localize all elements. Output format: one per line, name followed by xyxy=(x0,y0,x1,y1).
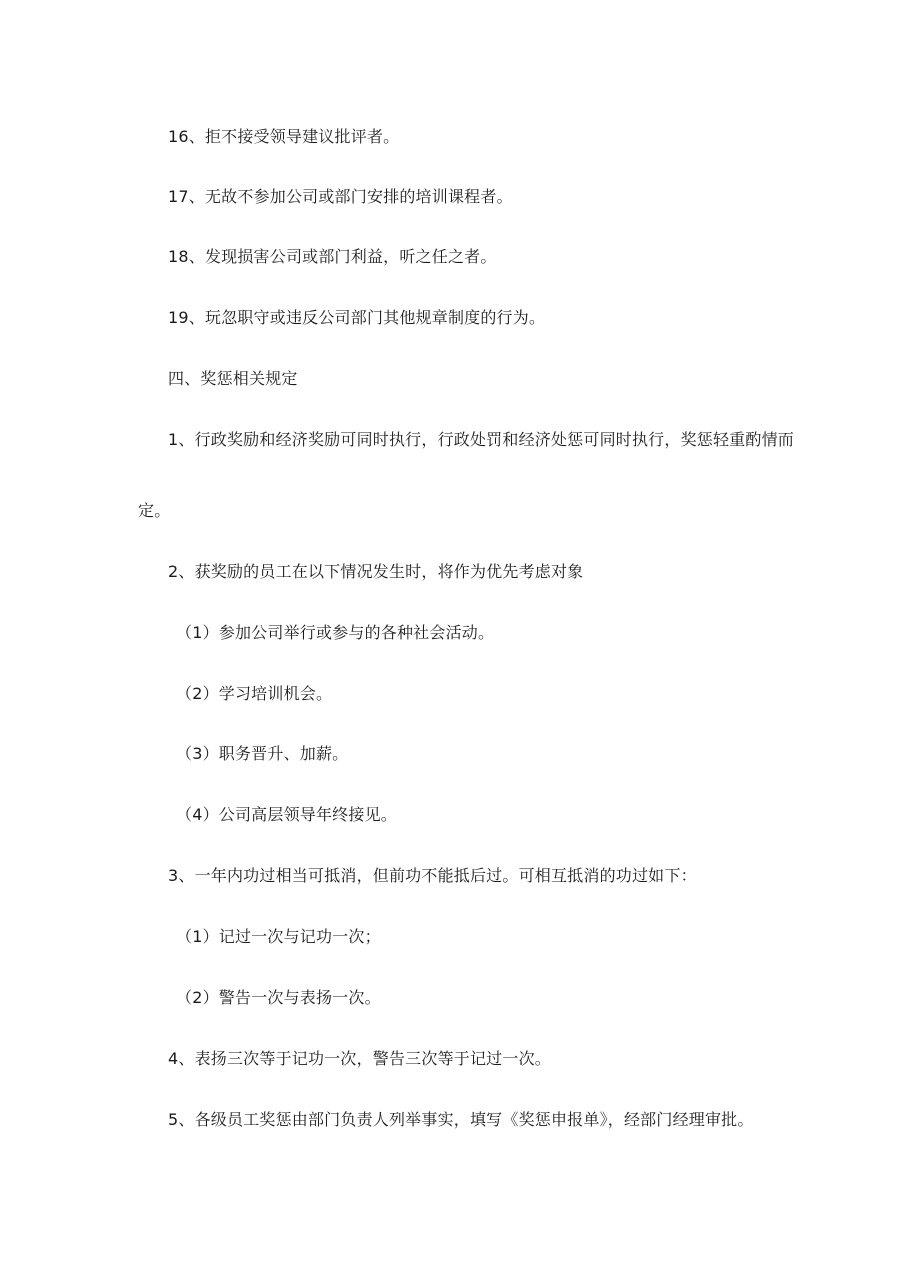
clause-17: 17、无故不参加公司或部门安排的培训课程者。 xyxy=(168,187,513,206)
clause-18: 18、发现损害公司或部门利益，听之任之者。 xyxy=(168,247,497,266)
clause-19: 19、玩忽职守或违反公司部门其他规章制度的行为。 xyxy=(168,308,546,327)
rule-4: 4、表扬三次等于记功一次，警告三次等于记过一次。 xyxy=(168,1049,551,1068)
rule-3-item-1: （1）记过一次与记功一次； xyxy=(176,927,381,946)
rule-2-item-3: （3）职务晋升、加薪。 xyxy=(176,744,349,763)
clause-16: 16、拒不接受领导建议批评者。 xyxy=(168,127,400,146)
section-heading: 四、奖惩相关规定 xyxy=(168,369,298,388)
rule-2-item-2: （2）学习培训机会。 xyxy=(176,684,333,703)
rule-3-item-2: （2）警告一次与表扬一次。 xyxy=(176,988,381,1007)
rule-2-item-4: （4）公司高层领导年终接见。 xyxy=(176,805,397,824)
rule-2: 2、获奖励的员工在以下情况发生时，将作为优先考虑对象 xyxy=(168,562,584,581)
rule-2-item-1: （1）参加公司举行或参与的各种社会活动。 xyxy=(176,623,495,642)
rule-1: 1、行政奖励和经济奖励可同时执行，行政处罚和经济处惩可同时执行，奖惩轻重酌情而 xyxy=(168,430,794,449)
rule-1-continuation: 定。 xyxy=(138,501,171,520)
rule-5: 5、各级员工奖惩由部门负责人列举事实，填写《奖惩申报单》，经部门经理审批。 xyxy=(168,1110,754,1129)
rule-3: 3、一年内功过相当可抵消，但前功不能抵后过。可相互抵消的功过如下： xyxy=(168,866,697,885)
